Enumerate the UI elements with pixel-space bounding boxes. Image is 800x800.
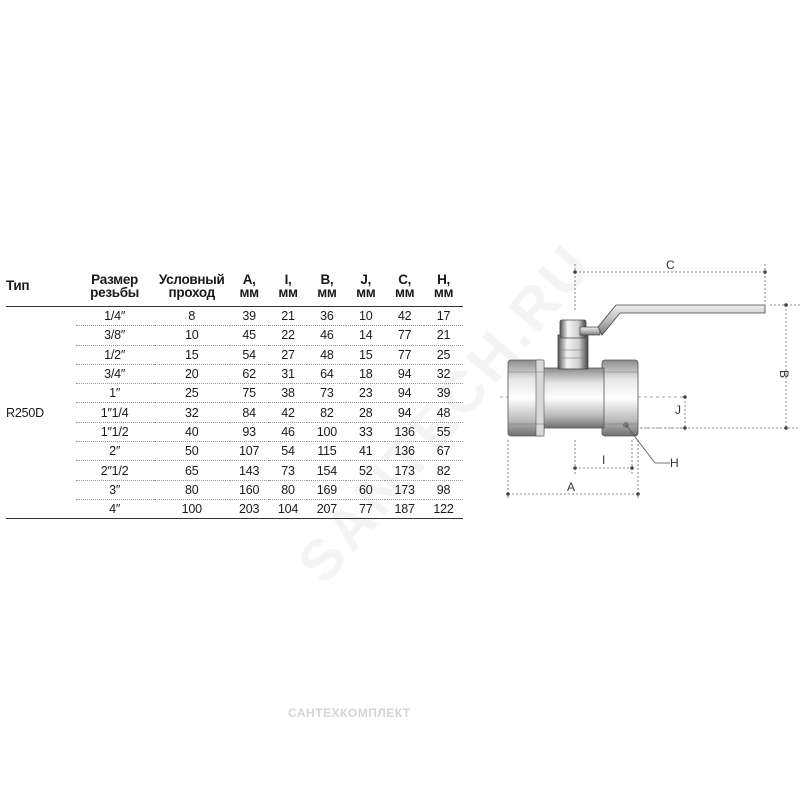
table-cell: 1/2″	[76, 345, 154, 364]
table-cell: 84	[230, 403, 269, 422]
table-cell: 115	[307, 442, 346, 461]
table-cell: 3/8″	[76, 326, 154, 345]
table-cell: 39	[230, 307, 269, 326]
table-cell: 64	[307, 364, 346, 383]
table-row	[6, 307, 463, 326]
table-cell: 17	[424, 307, 463, 326]
table-cell: 20	[154, 364, 230, 383]
table-cell: 104	[269, 499, 308, 518]
table-cell: 143	[230, 461, 269, 480]
table-cell: 46	[269, 422, 308, 441]
table-cell: 1″	[76, 384, 154, 403]
table-cell: 32	[424, 364, 463, 383]
table-cell: 100	[154, 499, 230, 518]
table-cell: 1″1/2	[76, 422, 154, 441]
table-cell: 10	[154, 326, 230, 345]
dimension-a	[506, 440, 640, 498]
table-cell: 60	[346, 480, 385, 499]
table-cell: 22	[269, 326, 308, 345]
table-cell: 75	[230, 384, 269, 403]
table-cell: 25	[424, 345, 463, 364]
table-cell: 77	[385, 345, 424, 364]
table-cell: 21	[424, 326, 463, 345]
table-cell: 67	[424, 442, 463, 461]
table-cell: 73	[307, 384, 346, 403]
table-cell: 187	[385, 499, 424, 518]
dimension-i	[573, 440, 634, 475]
table-cell: 32	[154, 403, 230, 422]
table-cell: 15	[154, 345, 230, 364]
table-row	[6, 326, 463, 345]
table-cell: 33	[346, 422, 385, 441]
header-j: J, мм	[346, 265, 385, 307]
table-cell: 52	[346, 461, 385, 480]
table-cell: 169	[307, 480, 346, 499]
table-cell: 94	[385, 384, 424, 403]
table-cell: 94	[385, 403, 424, 422]
table-header-row	[6, 265, 463, 307]
table-cell: 45	[230, 326, 269, 345]
table-cell: 50	[154, 442, 230, 461]
table-cell: 3/4″	[76, 364, 154, 383]
table-cell: 2″1/2	[76, 461, 154, 480]
header-type: Тип	[6, 265, 76, 307]
table-cell: 1″1/4	[76, 403, 154, 422]
header-thread-size: Размер резьбы	[76, 265, 154, 307]
table-cell: 40	[154, 422, 230, 441]
label-a: A	[567, 480, 576, 494]
table-cell: 42	[385, 307, 424, 326]
header-c: C, мм	[385, 265, 424, 307]
table-cell: 54	[269, 442, 308, 461]
table-cell: 160	[230, 480, 269, 499]
table-cell: 39	[424, 384, 463, 403]
table-body	[6, 307, 463, 519]
label-c: C	[666, 258, 675, 272]
table-cell: 2″	[76, 442, 154, 461]
table-row	[6, 461, 463, 480]
header-h: H, мм	[424, 265, 463, 307]
table-cell: 77	[346, 499, 385, 518]
table-cell: 98	[424, 480, 463, 499]
header-i: I, мм	[269, 265, 308, 307]
table-cell: 36	[307, 307, 346, 326]
table-cell: 21	[269, 307, 308, 326]
dimensions-table	[6, 265, 463, 519]
table-row	[6, 422, 463, 441]
table-cell: 82	[424, 461, 463, 480]
table-cell: 207	[307, 499, 346, 518]
lever-handle	[580, 305, 765, 335]
table-cell: 80	[154, 480, 230, 499]
table-cell: 18	[346, 364, 385, 383]
table-cell: 31	[269, 364, 308, 383]
table-cell: 203	[230, 499, 269, 518]
table-cell: 38	[269, 384, 308, 403]
table-cell: 107	[230, 442, 269, 461]
table-cell: 46	[307, 326, 346, 345]
type-cell: R250D	[6, 307, 76, 519]
label-i: I	[602, 453, 606, 467]
valve-body	[508, 360, 638, 436]
table-cell: 73	[269, 461, 308, 480]
table-cell: 1/4″	[76, 307, 154, 326]
label-j: J	[675, 403, 681, 417]
table-cell: 14	[346, 326, 385, 345]
table-row	[6, 364, 463, 383]
footer-logo: САНТЕХКОМПЛЕКТ	[288, 706, 411, 720]
table-cell: 82	[307, 403, 346, 422]
table-cell: 23	[346, 384, 385, 403]
table-cell: 48	[424, 403, 463, 422]
table-cell: 28	[346, 403, 385, 422]
table-cell: 154	[307, 461, 346, 480]
table-cell: 65	[154, 461, 230, 480]
table-row	[6, 442, 463, 461]
table-row	[6, 480, 463, 499]
table-row	[6, 403, 463, 422]
table-cell: 42	[269, 403, 308, 422]
label-h: H	[670, 456, 679, 470]
table-cell: 8	[154, 307, 230, 326]
dimension-b	[640, 303, 800, 430]
table-cell: 136	[385, 442, 424, 461]
header-b: B, мм	[307, 265, 346, 307]
table-cell: 100	[307, 422, 346, 441]
table-cell: 41	[346, 442, 385, 461]
table-cell: 54	[230, 345, 269, 364]
table-cell: 136	[385, 422, 424, 441]
table-cell: 3″	[76, 480, 154, 499]
table-cell: 173	[385, 461, 424, 480]
table-row	[6, 384, 463, 403]
table-row	[6, 499, 463, 518]
label-b: B	[777, 370, 791, 379]
table-cell: 173	[385, 480, 424, 499]
header-nominal-bore: Условный проход	[154, 265, 230, 307]
table-cell: 55	[424, 422, 463, 441]
table-cell: 94	[385, 364, 424, 383]
table-cell: 4″	[76, 499, 154, 518]
table-cell: 15	[346, 345, 385, 364]
header-a: A, мм	[230, 265, 269, 307]
table-cell: 10	[346, 307, 385, 326]
table-cell: 27	[269, 345, 308, 364]
table-row	[6, 345, 463, 364]
table-cell: 62	[230, 364, 269, 383]
table-cell: 48	[307, 345, 346, 364]
table-cell: 93	[230, 422, 269, 441]
dimension-c	[573, 258, 767, 310]
table-cell: 77	[385, 326, 424, 345]
table-cell: 122	[424, 499, 463, 518]
ball-valve-drawing	[470, 250, 800, 510]
table-cell: 25	[154, 384, 230, 403]
table-cell: 80	[269, 480, 308, 499]
